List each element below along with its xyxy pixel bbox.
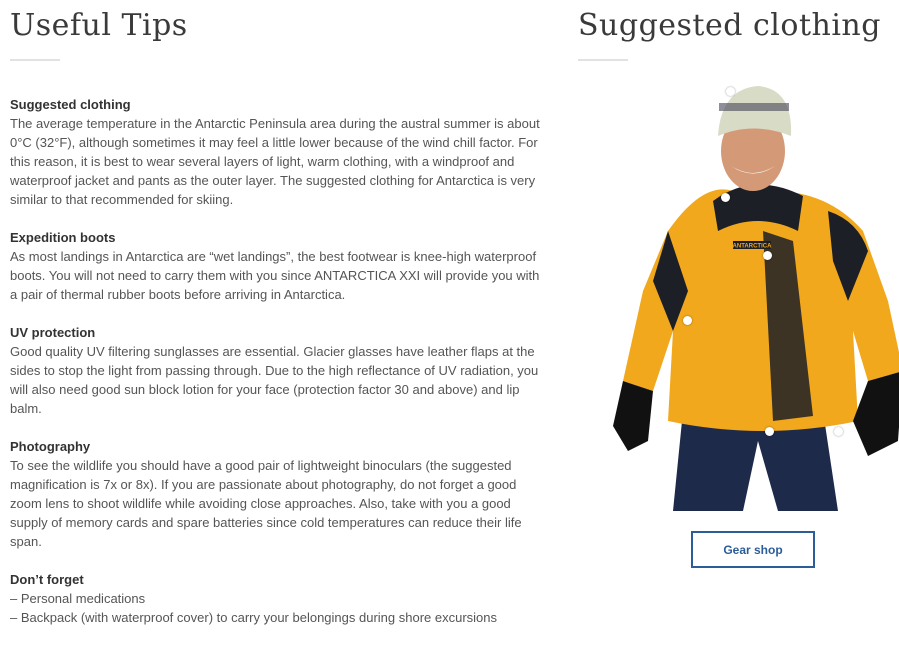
explorer-illustration <box>613 81 899 511</box>
list-item: – Personal medications <box>10 591 146 606</box>
hotspot-gloves[interactable] <box>834 427 843 436</box>
gear-shop-button[interactable]: Gear shop <box>691 531 815 568</box>
title-divider <box>10 59 60 61</box>
hotspot-hat[interactable] <box>726 87 735 96</box>
tip-body: The average temperature in the Antarctic Peninsula area during the austral summer is about 0°C (32°F), although sometimes it may feel a little lower because of the wind chill factor. For this reason, it is best to wear several layers of light, warm clothing, with a windproof and waterproof jacket and pants as the outer layer. The suggested clothing for Antarctica is very similar to that recommended for skiing. <box>10 116 540 207</box>
tip-dont-forget <box>10 570 550 627</box>
tip-heading: Expedition boots <box>10 230 116 245</box>
tip-photography <box>10 437 550 551</box>
dont-forget-list <box>10 589 550 627</box>
tip-expedition-boots <box>10 228 550 304</box>
jacket-brand-label: ANTARCTICA <box>732 243 772 250</box>
tip-uv-protection <box>10 323 550 418</box>
tip-heading: Photography <box>10 439 91 454</box>
clothing-photo <box>613 81 899 511</box>
title-divider <box>578 59 628 61</box>
tip-heading: Suggested clothing <box>10 97 131 112</box>
tip-body: As most landings in Antarctica are “wet landings”, the best footwear is knee-high waterproof boots. You will not need to carry them with you since ANTARCTICA XXI will provide you with a pair of thermal rubber boots before arriving in Antarctica. <box>10 249 540 302</box>
tip-body: Good quality UV filtering sunglasses are essential. Glacier glasses have leather flaps at the sides to stop the light from passing through. Due to the high reflectance of UV radiation, you will also need good sun block lotion for your face (protection factor 30 and above) and lip balm. <box>10 344 539 416</box>
tip-body: To see the wildlife you should have a good pair of lightweight binoculars (the suggested magnification is 7x or 8x). If you are passionate about photography, do not forget a good zoom lens to shoot wildlife while avoiding close approaches. Also, take with you a good supply of memory cards and spare batteries since cold temperatures can reduce their life span. <box>10 458 522 549</box>
hotspot-jacket[interactable] <box>763 251 772 260</box>
tips-title: Useful Tips <box>10 8 188 43</box>
tips-column <box>10 0 550 646</box>
clothing-title: Suggested clothing <box>578 8 881 43</box>
hotspot-sleeve[interactable] <box>683 316 692 325</box>
tip-heading: UV protection <box>10 325 96 340</box>
clothing-column <box>578 0 899 557</box>
tip-heading: Don’t forget <box>10 572 84 587</box>
tip-suggested-clothing <box>10 95 550 209</box>
list-item: – Backpack (with waterproof cover) to carry your belongings during shore excursions <box>10 610 498 625</box>
hotspot-neck[interactable] <box>721 193 730 202</box>
hotspot-pants[interactable] <box>765 427 774 436</box>
